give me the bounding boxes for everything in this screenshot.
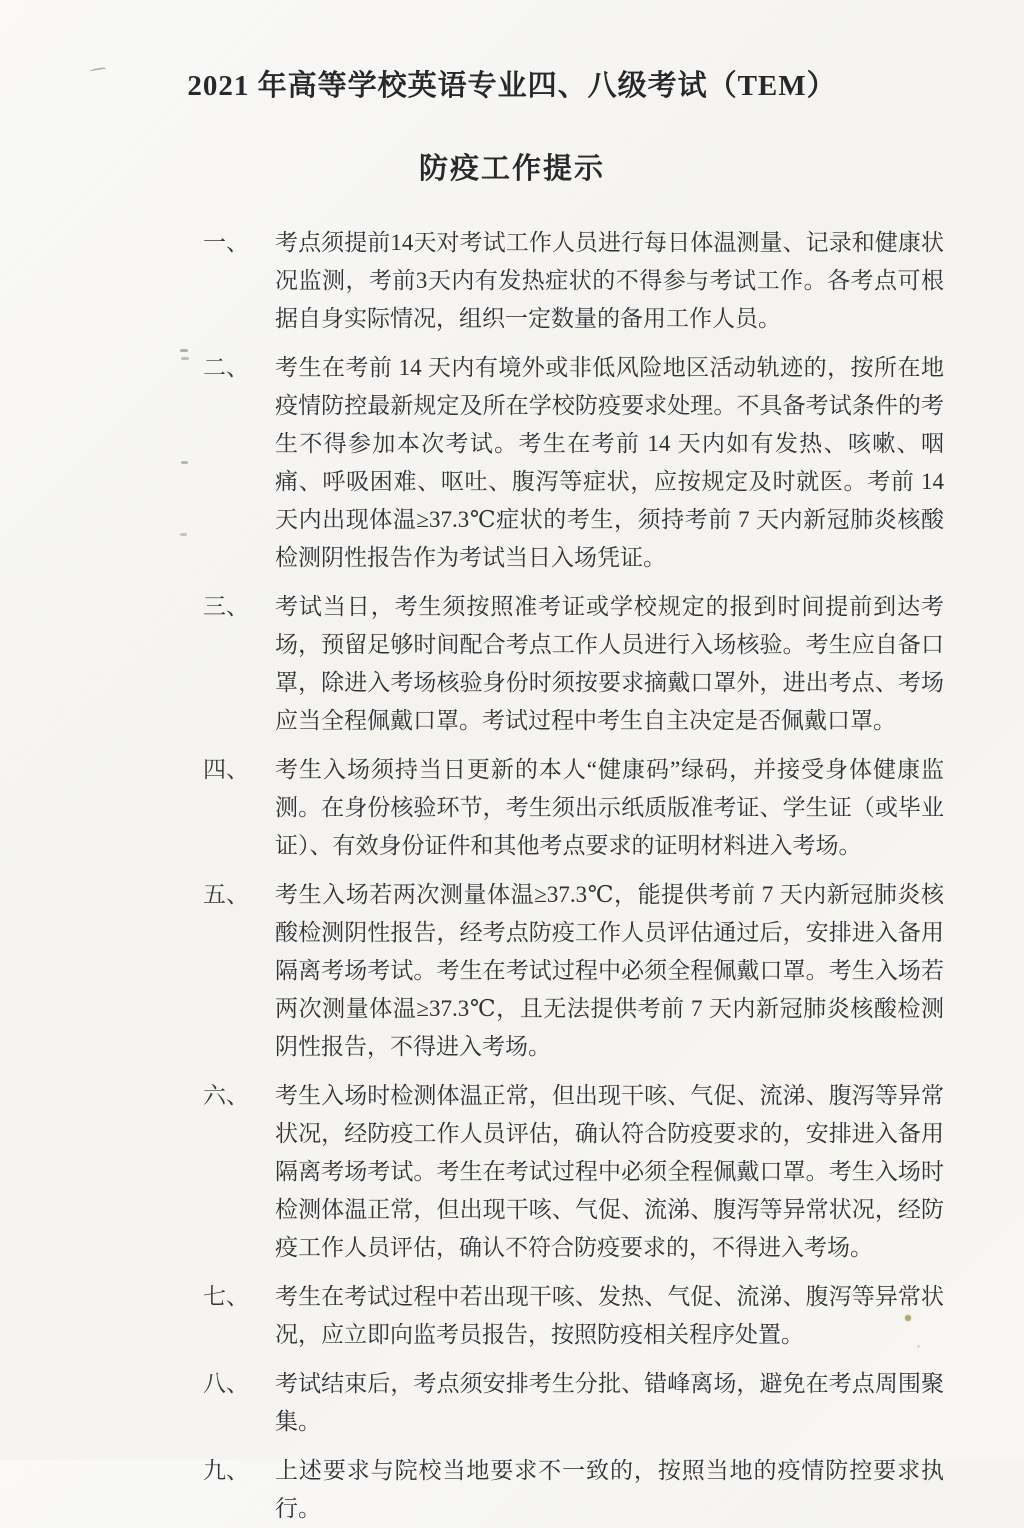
notice-item xyxy=(203,349,944,577)
notice-item xyxy=(203,588,944,740)
item-number: 二、 xyxy=(203,355,249,380)
item-number: 一、 xyxy=(203,230,249,255)
item-number: 五、 xyxy=(203,882,249,907)
item-text: 上述要求与院校当地要求不一致的，按照当地的疫情防控要求执行。 xyxy=(275,1458,944,1521)
item-text: 考试结束后，考点须安排考生分批、错峰离场，避免在考点周围聚集。 xyxy=(275,1371,944,1434)
item-number: 八、 xyxy=(203,1371,249,1396)
item-text: 考生在考试过程中若出现干咳、发热、气促、流涕、腹泻等异常状况，应立即向监考员报告，按照防疫相关程序处置。 xyxy=(275,1284,944,1347)
notice-item xyxy=(203,876,944,1066)
notice-item xyxy=(203,1452,944,1528)
item-text: 考点须提前14天对考试工作人员进行每日体温测量、记录和健康状况监测，考前3天内有发热症状的不得参与考试工作。各考点可根据自身实际情况，组织一定数量的备用工作人员。 xyxy=(275,230,944,331)
item-number: 四、 xyxy=(203,757,249,782)
scan-artifact-dash xyxy=(180,349,188,352)
item-text: 考试当日，考生须按照准考证或学校规定的报到时间提前到达考场，预留足够时间配合考点工作人员进行入场核验。考生应自备口罩，除进入考场核验身份时须按要求摘戴口罩外，进出考点、考场应当全程佩戴口罩。考试过程中考生自主决定是否佩戴口罩。 xyxy=(275,594,944,733)
notice-list xyxy=(203,224,944,1528)
notice-item xyxy=(203,224,944,338)
item-text: 考生入场须持当日更新的本人“健康码”绿码，并接受身体健康监测。在身份核验环节，考生须出示纸质版准考证、学生证（或毕业证）、有效身份证件和其他考点要求的证明材料进入考场。 xyxy=(275,757,944,858)
document-title: 2021 年高等学校英语专业四、八级考试（TEM） xyxy=(187,70,837,102)
document-subtitle: 防疫工作提示 xyxy=(418,153,605,185)
notice-item xyxy=(203,751,944,865)
notice-item xyxy=(203,1278,944,1354)
item-text: 考生在考前 14 天内有境外或非低风险地区活动轨迹的，按所在地疫情防控最新规定及所在学校防疫要求处理。不具备考试条件的考生不得参加本次考试。考生在考前 14 天内如有发热、咳嗽、咽痛、呼吸困难、呕吐、腹泻等症状，应按规定及时就医。考前 14 天内出现体温≥37.3℃症状的考生，须持考前 7 天内新冠肺炎核酸检测阴性报告作为考试当日入场凭证。 xyxy=(275,355,944,570)
notice-item xyxy=(203,1365,944,1441)
scan-artifact-dash xyxy=(181,461,188,464)
item-number: 三、 xyxy=(203,594,249,619)
item-text: 考生入场时检测体温正常，但出现干咳、气促、流涕、腹泻等异常状况，经防疫工作人员评估，确认符合防疫要求的，安排进入备用隔离考场考试。考生在考试过程中必须全程佩戴口罩。考生入场时检测体温正常，但出现干咳、气促、流涕、腹泻等异常状况，经防疫工作人员评估，确认不符合防疫要求的，不得进入考场。 xyxy=(275,1083,944,1260)
notice-item xyxy=(203,1077,944,1267)
item-text: 考生入场若两次测量体温≥37.3℃，能提供考前 7 天内新冠肺炎核酸检测阴性报告，经考点防疫工作人员评估通过后，安排进入备用隔离考场考试。考生在考试过程中必须全程佩戴口罩。考生入场若两次测量体温≥37.3℃，且无法提供考前 7 天内新冠肺炎核酸检测阴性报告，不得进入考场。 xyxy=(275,882,944,1059)
item-number: 七、 xyxy=(203,1284,249,1309)
item-number: 九、 xyxy=(203,1458,249,1483)
item-number: 六、 xyxy=(203,1083,249,1108)
